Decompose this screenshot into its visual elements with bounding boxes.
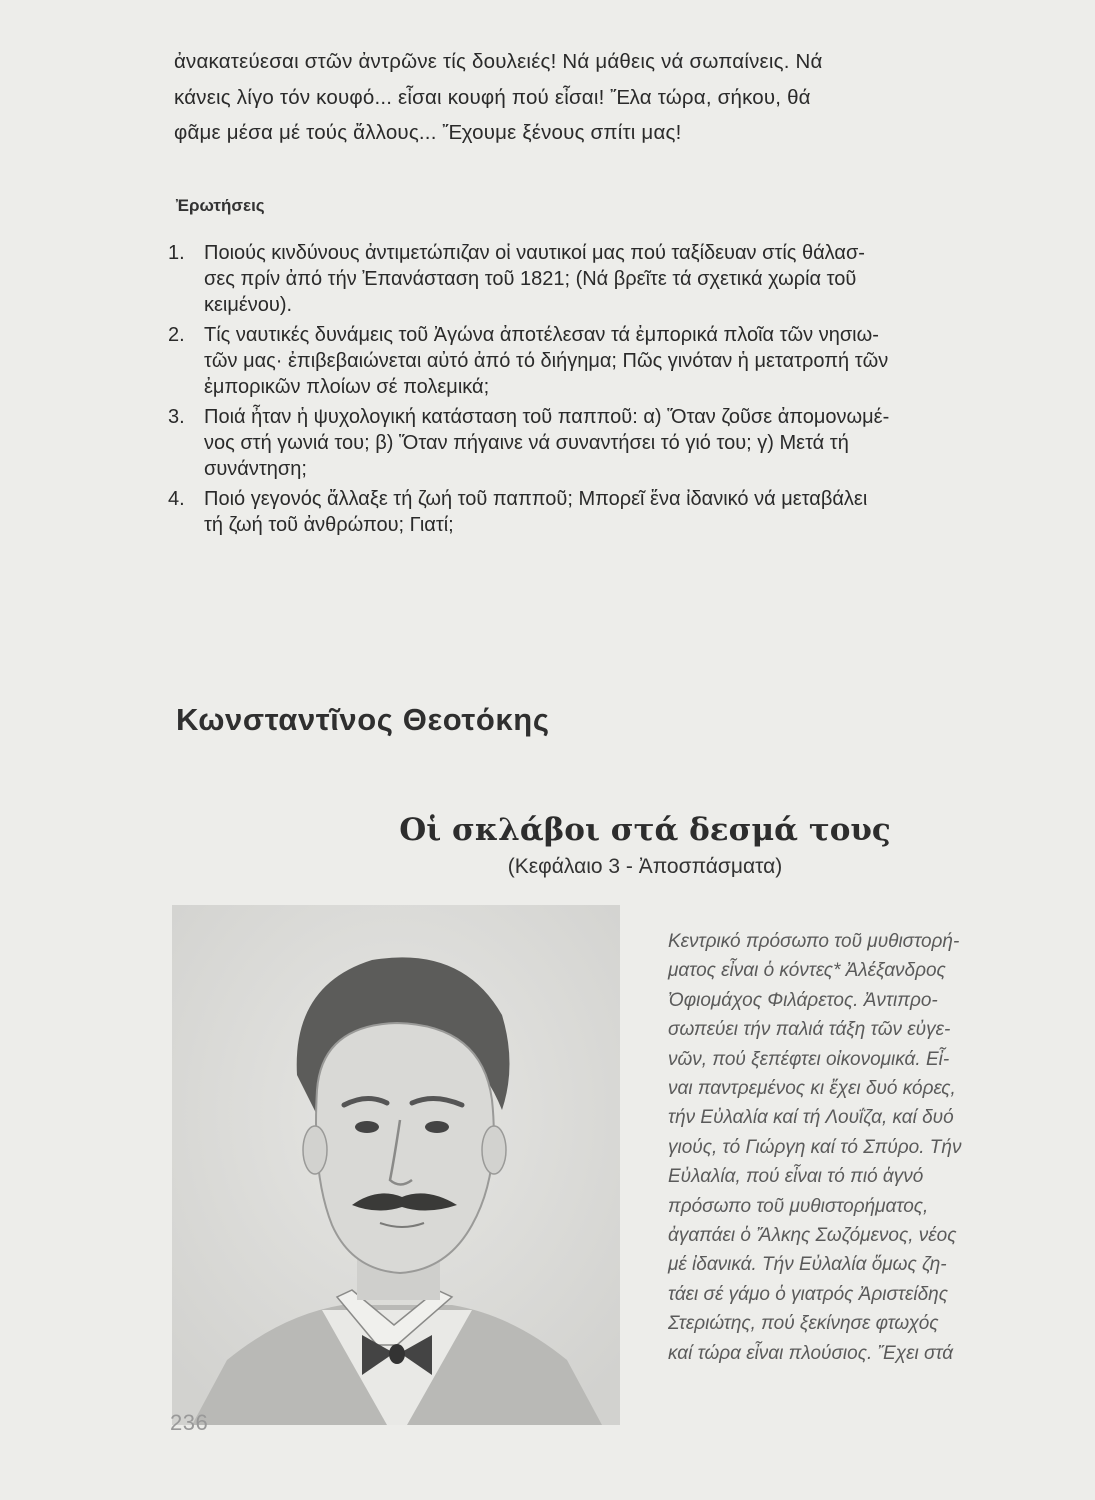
summary-line: ἀγαπάει ὁ Ἄλκης Σωζόμενος, νέος	[668, 1225, 957, 1247]
question-line: τή ζωή τοῦ ἀνθρώπου; Γιατί;	[204, 514, 454, 536]
summary-line: πρόσωπο τοῦ μυθιστορήματος,	[668, 1195, 929, 1217]
summary-line: ματος εἶναι ὁ κόντες* Ἀλέξανδρος	[668, 960, 946, 982]
question-item	[168, 486, 1060, 538]
work-title: Οἱ σκλάβοι στά δεσμά τους	[399, 812, 891, 848]
question-line: συνάντηση;	[204, 458, 307, 480]
question-line: Ποιό γεγονός ἄλλαξε τή ζωή τοῦ παπποῦ; Μπορεῖ ἕνα ἰδανικό νά μεταβάλει	[204, 488, 868, 510]
question-number: 2.	[168, 324, 185, 346]
summary-line: σωπεύει τήν παλιά τάξη τῶν εὐγε-	[668, 1019, 951, 1041]
summary-line: Κεντρικό πρόσωπο τοῦ μυθιστορή-	[668, 931, 960, 952]
author-name: Κωνσταντῖνος Θεοτόκης	[176, 702, 550, 737]
question-line: τῶν μας· ἐπιβεβαιώνεται αὐτό ἀπό τό διήγημα; Πῶς γινόταν ἡ μετατροπή τῶν	[204, 350, 889, 372]
intro-line: ἀνακατεύεσαι στῶν ἀντρῶνε τίς δουλειές! Νά μάθεις νά σωπαίνεις. Νά	[174, 50, 823, 73]
question-number: 1.	[168, 242, 185, 264]
summary-line: καί τώρα εἶναι πλούσιος. Ἔχει στά	[668, 1342, 954, 1364]
question-line: νος στή γωνιά του; β) Ὅταν πήγαινε νά συναντήσει τό γιό του; γ) Μετά τή	[204, 432, 849, 454]
summary-line: νῶν, πού ξεπέφτει οἰκονομικά. Εἶ-	[668, 1048, 950, 1070]
summary-line: ναι παντρεμένος κι ἔχει δυό κόρες,	[668, 1078, 956, 1100]
question-item	[168, 404, 1060, 482]
author-portrait	[172, 905, 620, 1425]
summary-line: τήν Εὐλαλία καί τή Λουΐζα, καί δυό	[668, 1107, 954, 1129]
question-item	[168, 240, 1060, 318]
summary-line: Στεριώτης, πού ξεκίνησε φτωχός	[668, 1313, 939, 1335]
question-number: 4.	[168, 488, 185, 510]
page-number: 236	[170, 1410, 209, 1435]
question-number: 3.	[168, 406, 185, 428]
question-line: ἐμπορικῶν πλοίων σέ πολεμικά;	[204, 376, 490, 398]
summary-line: γιούς, τό Γιώργη καί τό Σπύρο. Τήν	[668, 1136, 962, 1158]
intro-line: φᾶμε μέσα μέ τούς ἄλλους... Ἔχουμε ξένους σπίτι μας!	[174, 121, 682, 144]
questions-list	[168, 240, 1060, 542]
question-line: Τίς ναυτικές δυνάμεις τοῦ Ἀγώνα ἀποτέλεσαν τά ἐμπορικά πλοῖα τῶν νησιω-	[204, 324, 879, 346]
question-item	[168, 322, 1060, 400]
portrait-drawing	[172, 905, 620, 1425]
summary-line: τάει σέ γάμο ὁ γιατρός Ἀριστείδης	[668, 1283, 948, 1305]
questions-heading: Ἐρωτήσεις	[176, 196, 265, 215]
summary-line: Εὐλαλία, πού εἶναι τό πιό ἁγνό	[668, 1166, 924, 1188]
question-line: κειμένου).	[204, 294, 293, 316]
question-line: Ποιούς κινδύνους ἀντιμετώπιζαν οἱ ναυτικοί μας πού ταξίδευαν στίς θάλασ-	[204, 242, 865, 264]
intro-line: κάνεις λίγο τόν κουφό... εἶσαι κουφή πού εἶσαι! Ἔλα τώρα, σήκου, θά	[174, 85, 811, 109]
summary-line: Ὀφιομάχος Φιλάρετος. Ἀντιπρο-	[668, 989, 938, 1011]
question-line: σες πρίν ἀπό τήν Ἐπανάσταση τοῦ 1821; (Νά βρεῖτε τά σχετικά χωρία τοῦ	[204, 268, 857, 290]
intro-passage	[174, 44, 1054, 151]
question-line: Ποιά ἦταν ἡ ψυχολογική κατάσταση τοῦ παπποῦ: α) Ὅταν ζοῦσε ἀπομονωμέ-	[204, 406, 890, 428]
work-subtitle: (Κεφάλαιο 3 - Ἀποσπάσματα)	[507, 855, 783, 878]
novel-summary	[668, 927, 1060, 1368]
summary-line: μέ ἰδανικά. Τήν Εὐλαλία ὅμως ζη-	[668, 1254, 947, 1276]
